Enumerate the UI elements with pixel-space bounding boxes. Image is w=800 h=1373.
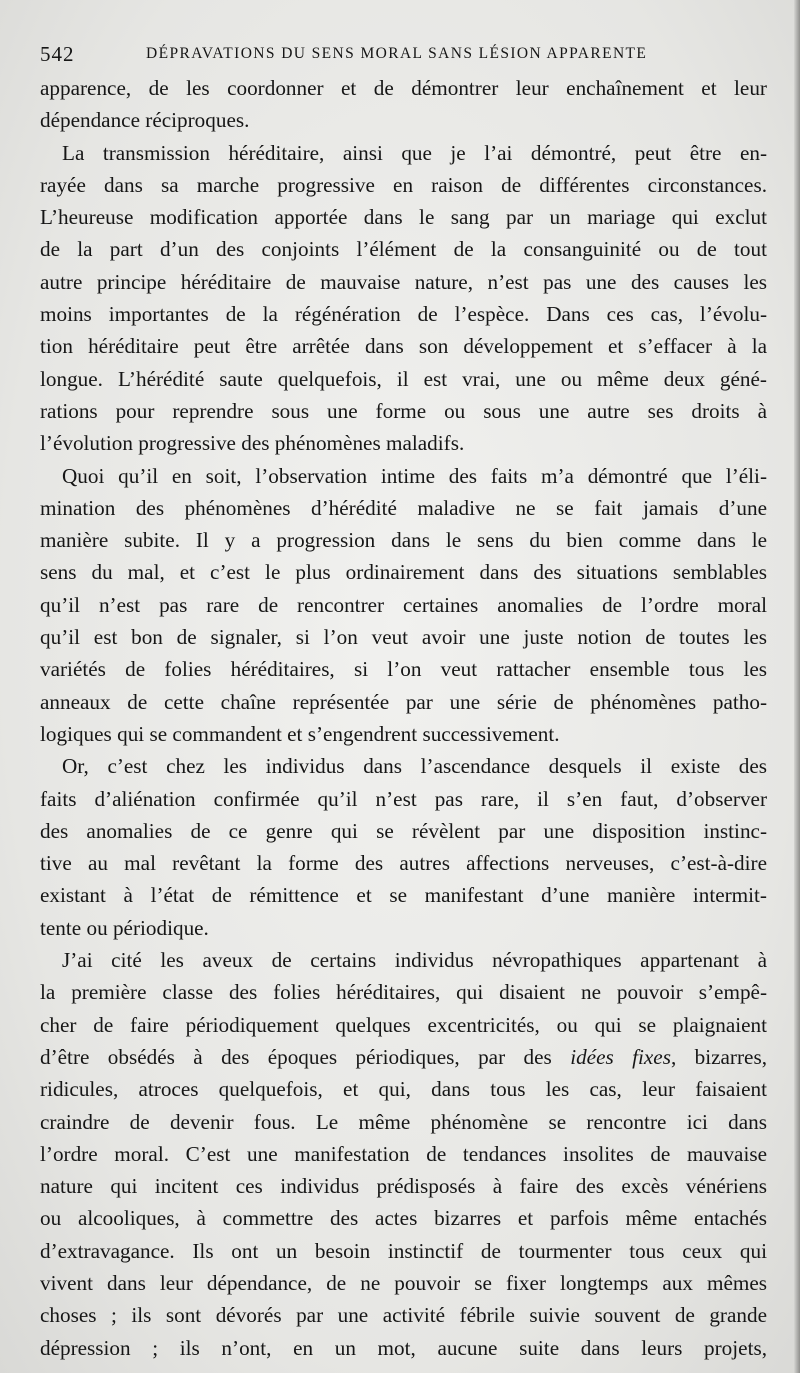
text-line: logiques qui se commandent et s’engendrent successivement. <box>40 721 560 746</box>
text-line: tion héréditaire peut être arrêtée dans son développement et s’effacer à la <box>40 334 767 359</box>
text-line: l’ordre moral. C’est une manifestation de tendances insolites de mauvaise <box>40 1141 767 1166</box>
text-line: de la part d’un des conjoints l’élément de la consanguinité ou de tout <box>40 237 767 262</box>
text-line: manière subite. Il y a progression dans le sens du bien comme dans le <box>40 528 767 553</box>
paragraph-start-line: Or, c’est chez les individus dans l’ascendance desquels il existe des <box>62 754 767 779</box>
body-text <box>40 72 767 1364</box>
text-line: rayée dans sa marche progressive en raison de différentes circonstances. <box>40 172 767 197</box>
text-line: existant à l’état de rémittence et se manifestant d’une manière intermit- <box>40 883 767 908</box>
text-line: ou alcooliques, à commettre des actes bizarres et parfois même entachés <box>40 1206 767 1231</box>
text-line: qu’il n’est pas rare de rencontrer certaines anomalies de l’ordre moral <box>40 592 767 617</box>
running-head <box>40 42 770 70</box>
paragraph-start-line: J’ai cité les aveux de certains individus névropathiques appartenant à <box>62 948 767 973</box>
text-line: des anomalies de ce genre qui se révèlent par une disposition instinc- <box>40 818 767 843</box>
paragraph-start-line: La transmission héréditaire, ainsi que je l’ai démontré, peut être en- <box>62 140 767 165</box>
text-line: choses ; ils sont dévorés par une activité fébrile suivie souvent de grande <box>40 1303 767 1328</box>
page-number: 542 <box>40 42 75 66</box>
text-line: variétés de folies héréditaires, si l’on veut rattacher ensemble tous les <box>40 657 767 682</box>
text-line: l’évolution progressive des phénomènes maladifs. <box>40 431 465 456</box>
text-line: tive au mal revêtant la forme des autres affections nerveuses, c’est-à-dire <box>40 851 767 876</box>
text-segment: d’être obsédés à des époques périodiques, par des <box>40 1044 552 1069</box>
paragraph-start-line: Quoi qu’il en soit, l’observation intime des faits m’a démontré que l’éli- <box>62 463 767 488</box>
text-line: nature qui incitent ces individus prédisposés à faire des excès vénériens <box>40 1174 767 1199</box>
text-line: rations pour reprendre sous une forme ou sous une autre ses droits à <box>40 398 767 423</box>
text-line: ridicules, atroces quelquefois, et qui, dans tous les cas, leur faisaient <box>40 1077 767 1102</box>
text-line: autre principe héréditaire de mauvaise nature, n’est pas une des causes les <box>40 269 767 294</box>
text-line: tente ou périodique. <box>40 915 209 940</box>
text-line: d’extravagance. Ils ont un besoin instinctif de tourmenter tous ceux qui <box>40 1238 767 1263</box>
text-line: dépression ; ils n’ont, en un mot, aucune suite dans leurs projets, <box>40 1335 767 1360</box>
text-line: sens du mal, et c’est le plus ordinairement dans des situations semblables <box>40 560 767 585</box>
text-line: anneaux de cette chaîne représentée par une série de phénomènes patho- <box>40 689 767 714</box>
text-line: cher de faire périodiquement quelques excentricités, ou qui se plaignaient <box>40 1012 767 1037</box>
text-segment: , bizarres, <box>670 1044 767 1069</box>
text-line: qu’il est bon de signaler, si l’on veut avoir une juste notion de toutes les <box>40 625 767 650</box>
running-title: DÉPRAVATIONS DU SENS MORAL SANS LÉSION APPARENTE <box>146 45 648 62</box>
text-line: faits d’aliénation confirmée qu’il n’est pas rare, il s’en faut, d’observer <box>40 786 767 811</box>
text-line <box>40 1041 767 1073</box>
text-line: moins importantes de la régénération de l’espèce. Dans ces cas, l’évolu- <box>40 302 767 327</box>
text-line: craindre de devenir fous. Le même phénomène se rencontre ici dans <box>40 1109 767 1134</box>
italic-term: idées fixes <box>570 1044 671 1069</box>
page-edge-shadow <box>794 0 800 1373</box>
text-line: longue. L’hérédité saute quelquefois, il est vrai, une ou même deux géné- <box>40 366 767 391</box>
text-line: mination des phénomènes d’hérédité maladive ne se fait jamais d’une <box>40 495 767 520</box>
text-line: apparence, de les coordonner et de démontrer leur enchaînement et leur <box>40 76 767 100</box>
text-line: vivent dans leur dépendance, de ne pouvoir se fixer longtemps aux mêmes <box>40 1270 767 1295</box>
text-line: dépendance réciproques. <box>40 108 250 133</box>
text-line: la première classe des folies héréditaires, qui disaient ne pouvoir s’empê- <box>40 980 767 1005</box>
text-line: L’heureuse modification apportée dans le sang par un mariage qui exclut <box>40 205 767 230</box>
